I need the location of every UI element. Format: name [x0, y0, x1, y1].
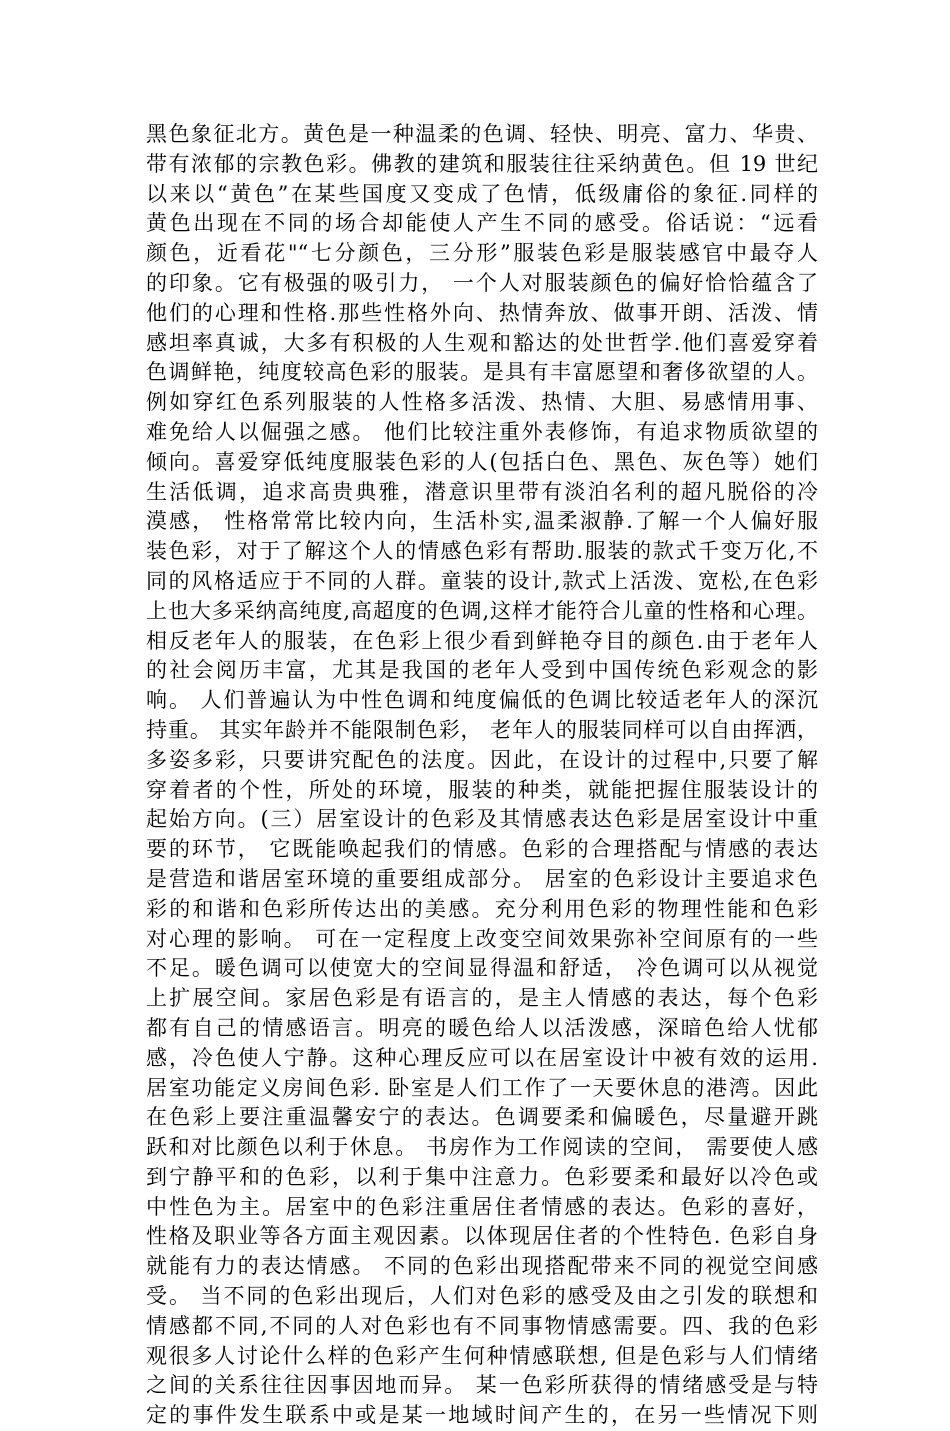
text-line: 穿着者的个性，所处的环境，服装的种类，就能把握住服装设计的	[146, 777, 818, 802]
text-line: 中性色为主。居室中的色彩注重居住者情感的表达。色彩的喜好，	[146, 1194, 818, 1219]
text-line: 颜色，近看花"“七分颜色，三分形”服装色彩是服装感官中最夺人	[146, 241, 818, 266]
text-line: 到宁静平和的色彩，以利于集中注意力。色彩要柔和最好以冷色或	[146, 1164, 818, 1189]
text-line: 黄色出现在不同的场合却能使人产生不同的感受。俗话说：“远看	[146, 211, 818, 236]
text-line: 上也大多采纳高纯度,高超度的色调,这样才能符合儿童的性格和心理。	[146, 598, 818, 623]
text-line: 感坦率真诚，大多有积极的人生观和豁达的处世哲学.他们喜爱穿着	[146, 330, 818, 355]
text-line: 不足。暖色调可以使宽大的空间显得温和舒适， 冷色调可以从视觉	[146, 956, 818, 981]
text-line: 要的环节， 它既能唤起我们的情感。色彩的合理搭配与情感的表达	[146, 837, 818, 862]
text-line: 在色彩上要注重温馨安宁的表达。色调要柔和偏暖色，尽量避开跳	[146, 1105, 818, 1130]
text-line: 例如穿红色系列服装的人性格多活泼、热情、大胆、易感情用事、	[146, 390, 818, 415]
text-line: 相反老年人的服装，在色彩上很少看到鲜艳夺目的颜色.由于老年人	[146, 628, 818, 653]
text-line: 就能有力的表达情感。 不同的色彩出现搭配带来不同的视觉空间感	[146, 1254, 818, 1279]
text-line: 情感都不同,不同的人对色彩也有不同事物情感需要。四、我的色彩	[146, 1313, 818, 1338]
text-line: 以来以“黄色”在某些国度又变成了色情，低级庸俗的象征.同样的	[146, 181, 818, 206]
text-line: 跃和对比颜色以利于休息。 书房作为工作阅读的空间， 需要使人感	[146, 1135, 818, 1160]
text-line: 倾向。喜爱穿低纯度服装色彩的人(包括白色、黑色、灰色等）她们	[146, 449, 818, 474]
text-line: 带有浓郁的宗教色彩。佛教的建筑和服装往往采纳黄色。但 19 世纪	[146, 151, 818, 176]
text-line: 同的风格适应于不同的人群。童装的设计,款式上活泼、宽松,在色彩	[146, 568, 818, 593]
text-line: 定的事件发生联系中或是某一地域时间产生的，在另一些情况下则	[146, 1403, 818, 1428]
text-line: 他们的心理和性格.那些性格外向、热情奔放、做事开朗、活泼、情	[146, 300, 818, 325]
text-line: 受。 当不同的色彩出现后，人们对色彩的感受及由之引发的联想和	[146, 1284, 818, 1309]
text-line: 响。 人们普遍认为中性色调和纯度偏低的色调比较适老年人的深沉	[146, 688, 818, 713]
text-line: 都有自己的情感语言。明亮的暖色给人以活泼感，深暗色给人忧郁	[146, 1015, 818, 1040]
text-line: 难免给人以倔强之感。 他们比较注重外表修饰，有追求物质欲望的	[146, 419, 818, 444]
text-line: 装色彩，对于了解这个人的情感色彩有帮助.服装的款式千变万化,不	[146, 539, 818, 564]
text-line: 观很多人讨论什么样的色彩产生何种情感联想, 但是色彩与人们情绪	[146, 1343, 818, 1368]
text-line: 之间的关系往往因事因地而异。 某一色彩所获得的情绪感受是与特	[146, 1373, 818, 1398]
text-line: 漠感， 性格常常比较内向，生活朴实,温柔淑静.了解一个人偏好服	[146, 509, 818, 534]
text-line: 上扩展空间。家居色彩是有语言的，是主人情感的表达，每个色彩	[146, 986, 818, 1011]
text-line: 的印象。它有极强的吸引力， 一个人对服装颜色的偏好恰恰蕴含了	[146, 270, 818, 295]
text-line: 的社会阅历丰富，尤其是我国的老年人受到中国传统色彩观念的影	[146, 658, 818, 683]
text-line: 色调鲜艳，纯度较高色彩的服装。是具有丰富愿望和奢侈欲望的人。	[146, 360, 818, 385]
text-line: 起始方向。(三）居室设计的色彩及其情感表达色彩是居室设计中重	[146, 807, 818, 832]
text-line: 对心理的影响。 可在一定程度上改变空间效果弥补空间原有的一些	[146, 926, 818, 951]
text-line: 多姿多彩，只要讲究配色的法度。因此，在设计的过程中,只要了解	[146, 747, 818, 772]
text-line: 彩的和谐和色彩所传达出的美感。充分利用色彩的物理性能和色彩	[146, 896, 818, 921]
text-line: 是营造和谐居室环境的重要组成部分。 居室的色彩设计主要追求色	[146, 866, 818, 891]
text-line: 生活低调，追求高贵典雅，潜意识里带有淡泊名利的超凡脱俗的冷	[146, 479, 818, 504]
text-line: 居室功能定义房间色彩. 卧室是人们工作了一天要休息的港湾。因此	[146, 1075, 818, 1100]
text-line: 黑色象征北方。黄色是一种温柔的色调、轻快、明亮、富力、华贵、	[146, 122, 818, 146]
text-line: 性格及职业等各方面主观因素。以体现居住者的个性特色. 色彩自身	[146, 1224, 818, 1249]
body-text	[146, 120, 818, 1431]
text-line: 持重。 其实年龄并不能限制色彩， 老年人的服装同样可以自由挥洒，	[146, 717, 818, 742]
text-line: 感，冷色使人宁静。这种心理反应可以在居室设计中被有效的运用.	[146, 1045, 818, 1070]
